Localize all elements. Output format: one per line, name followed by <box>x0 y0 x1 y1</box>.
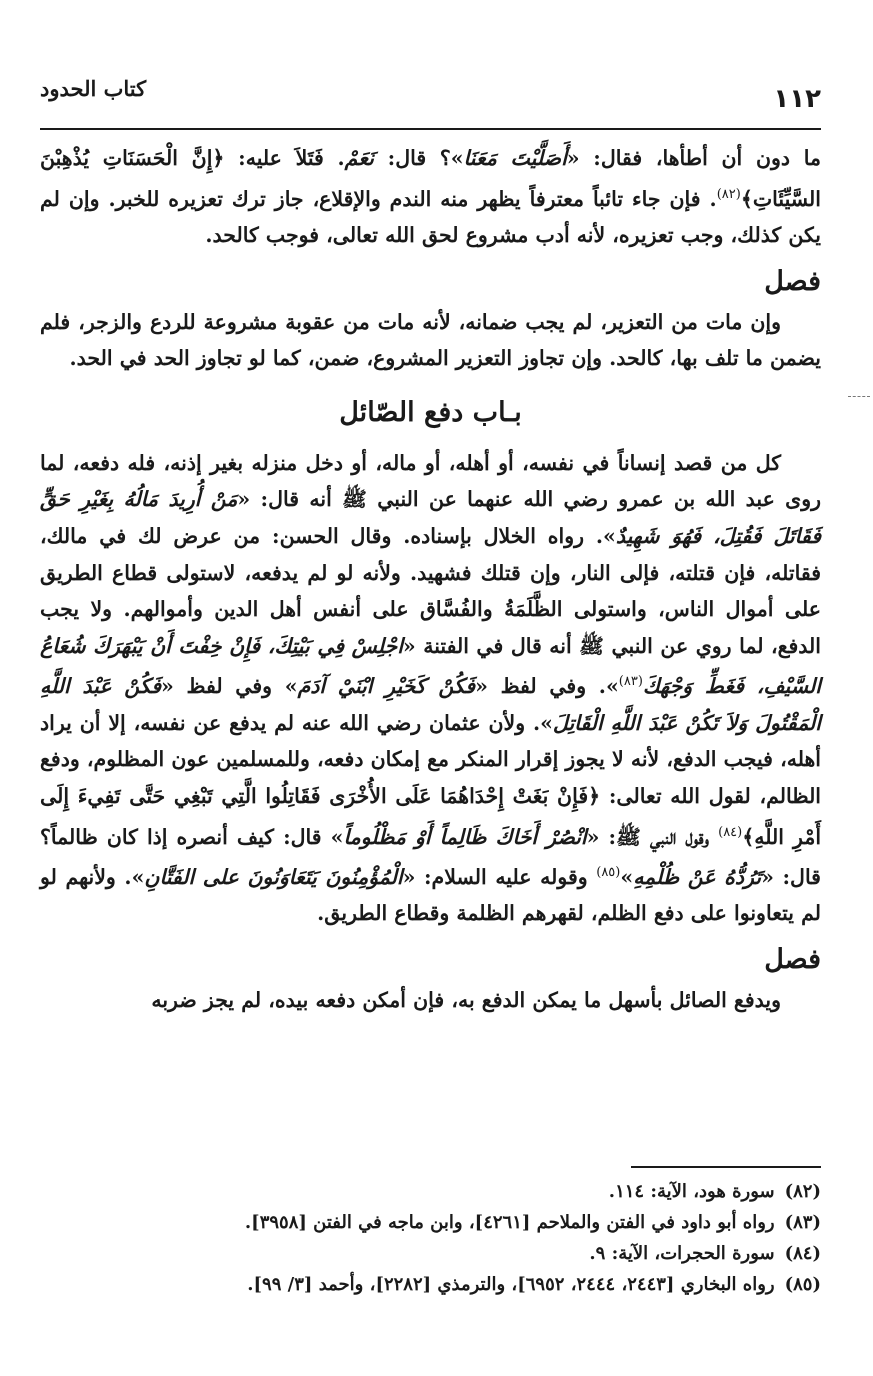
paragraph-1 <box>40 140 821 254</box>
hadith-quote: أَصَلَّيْتَ مَعَنَا <box>463 146 567 170</box>
section-heading: فصل <box>764 265 821 297</box>
main-text <box>40 140 821 1019</box>
scan-margin-mark <box>848 396 870 397</box>
hadith-quote: فَكُنْ كَخَيْرِ ابْنَيْ آدَمَ <box>297 674 476 699</box>
footnote-text: سورة الحجرات، الآية: ٩. <box>589 1243 775 1264</box>
quran-verse: ﴿إِنَّ الْحَسَنَاتِ يُذْهِبْنَ السَّيِّئَاتِ﴾ <box>40 146 821 211</box>
footnote <box>40 1176 821 1207</box>
running-title: كتاب الحدود <box>40 76 147 101</box>
text-run: وقوله عليه السلام: « <box>402 864 597 889</box>
footnote-ref: (٨٢) <box>716 186 741 202</box>
page-number: ١١٢ <box>773 84 821 114</box>
text-run: ». ولأنهم لو لم يتعاونوا على دفع الظلم، لقهرهم الظلمة وقطاع الطريق. <box>40 864 821 926</box>
footnote-number: (٨٤) <box>784 1243 821 1264</box>
footnote <box>40 1207 821 1238</box>
text-run: ». ولأن عثمان رضي الله عنه لم يدفع عن نفسه، إلا أن يراد أهله، فيجب الدفع، لأنه لا يجوز إقرار المنكر مع إمكان دفعه، وللمسلمين عون المظلوم، ودفع الظالم، لقول الله تعالى: <box>40 710 822 808</box>
chapter-title: بـاب دفع الصّائل <box>339 396 522 428</box>
footnote-text: سورة هود، الآية: ١١٤. <box>608 1181 775 1202</box>
hadith-quote: الْمُؤْمِنُونَ يَتَعَاوَنُونَ على الفَتَّانِ <box>144 864 403 889</box>
footnotes <box>40 1176 821 1300</box>
text-run: »؟ قال: <box>373 146 464 170</box>
hadith-quote: تَرُدُّهُ عَنْ ظُلْمِهِ <box>633 864 762 889</box>
paragraph-2: وإن مات من التعزير، لم يجب ضمانه، لأنه مات من عقوبة مشروعة للردع والزجر، فلم يضمن ما تلف بها، كالحد. وإن تجاوز التعزير المشروع، ضمن، كما لو تجاوز الحد في الحد. <box>40 309 821 371</box>
footnote-text: رواه البخاري [٢٤٤٣، ٢٤٤٤، ٦٩٥٢]، والترمذي [٢٢٨٢]، وأحمد [٣/ ٩٩]. <box>247 1274 775 1295</box>
text-run: كل من قصد إنساناً في نفسه، أو أهله، أو ماله، أو دخل منزله بغير إذنه، فله دفعه، لما روى عبد الله بن عمرو رضي الله عنهما عن النبي ﷺ أنه قال: « <box>40 450 821 512</box>
text-run: . فإن جاء تائباً معترفاً يظهر منه الندم والإقلاع، جاز ترك تعزيره للخبر. وإن لم يكن كذلك، وجب تعزيره، لأنه أدب مشروع لحق الله تعالى، فوجب كالحد. <box>40 186 821 248</box>
footnote-rule <box>631 1166 821 1168</box>
hadith-quote: مَنْ أُرِيدَ مَالُهُ بِغَيْرِ حَقٍّ فَقَاتَلَ فَقُتِلَ، فَهُوَ شَهِيدٌ <box>40 487 822 548</box>
footnote <box>40 1269 821 1300</box>
text-run: » قال: كيف أنصره إذا كان ظالماً؟ قال: « <box>40 824 821 889</box>
footnote-ref: (٨٥) <box>596 864 621 880</box>
footnote-text: رواه أبو داود في الفتن والملاحم [٤٢٦١]، وابن ماجه في الفتن [٣٩٥٨]. <box>244 1212 775 1233</box>
text-run: ». وفي لفظ « <box>475 674 619 699</box>
header-rule <box>40 128 821 130</box>
paragraph-3 <box>40 445 821 932</box>
text-run: . فَتَلاَ عليه: <box>224 146 345 170</box>
section-heading: فصل <box>764 944 821 975</box>
hadith-quote: اجْلِسْ فِي بَيْتِكَ، فَإِنْ خِفْتَ أَنْ يَبْهَرَكَ شُعَاعُ السَّيْفِ، فَغَطِّ وَجْهَكَ <box>40 633 821 699</box>
hadith-quote: نَعَمْ <box>344 146 374 170</box>
text-run: ما دون أن أطأها، فقال: « <box>566 146 821 170</box>
quran-verse: ﴿فَإِنْ بَغَتْ إِحْدَاهُمَا عَلَى الأُخْرَى فَقَاتِلُوا الَّتِي تَبْغِي حَتَّى تَفِيءَ إِلَى أَمْرِ اللَّهِ﴾ <box>40 783 822 849</box>
footnote-number: (٨٥) <box>784 1274 821 1295</box>
text-run: ». رواه الخلال بإسناده. وقال الحسن: من عرض لك في مالك، فقاتله، فإن قتلته، فإلى النار، وإن قتلك فشهيد. ولأنه لو لم يدفعه، لاستولى قطاع الطريق على أموال الناس، واستولى الظَّلَمَةُ والفُسَّاق على أنفس أهل الدين وأموالهم. ولا يجب الدفع، لما روي عن النبي ﷺ أنه قال في الفتنة « <box>40 523 821 658</box>
footnote-number: (٨٢) <box>784 1181 821 1202</box>
paragraph-4: ويدفع الصائل بأسهل ما يمكن الدفع به، فإن أمكن دفعه بيده، لم يجز ضربه <box>151 988 781 1012</box>
footnote-ref: (٨٤) <box>718 824 743 840</box>
footnote-ref: (٨٣) <box>618 674 643 690</box>
text-run: » وفي لفظ « <box>161 674 298 699</box>
text-run: وقول النبي ﷺ: « <box>586 824 719 849</box>
hadith-quote: انْصُرْ أَخَاكَ ظَالِماً أَوْ مَظْلُوماً <box>343 824 587 849</box>
footnote <box>40 1238 821 1269</box>
text-run: » <box>620 864 634 889</box>
hadith-quote: فَكُنْ عَبْدَ اللَّهِ الْمَقْتُولَ وَلاَ تَكُنْ عَبْدَ اللَّهِ الْقَاتِلَ <box>40 674 821 735</box>
running-head <box>40 72 821 112</box>
footnote-number: (٨٣) <box>784 1212 821 1233</box>
